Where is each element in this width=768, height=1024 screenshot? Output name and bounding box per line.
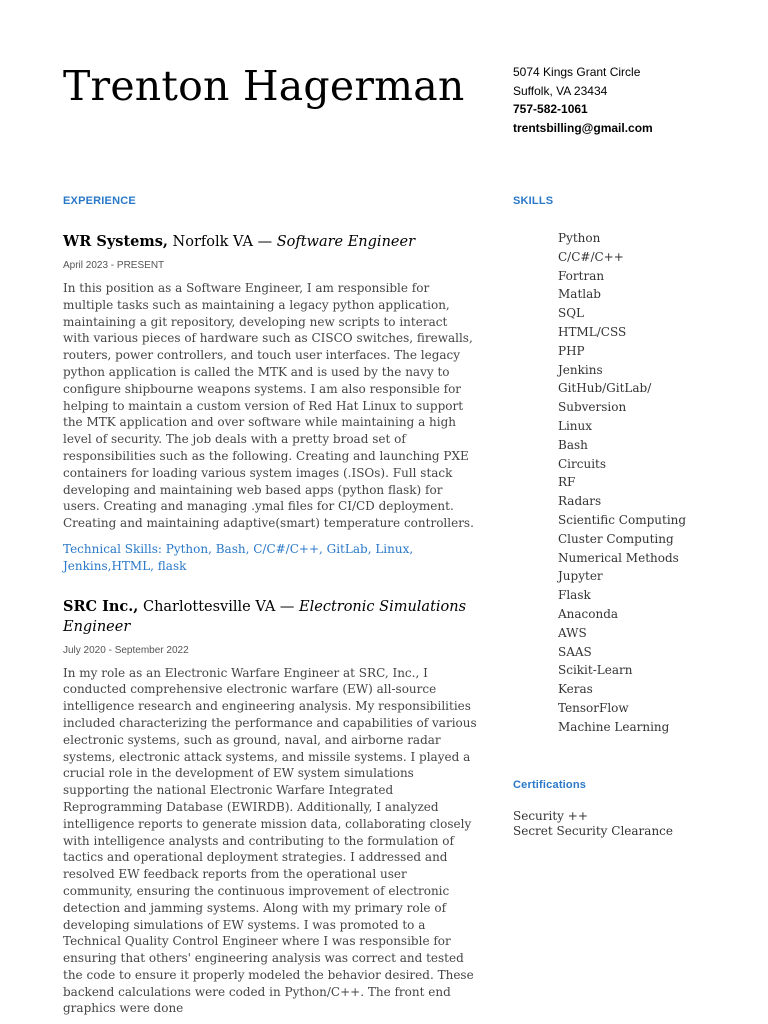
skill-item: Bash [558,437,588,452]
skill-item: Fortran [558,268,605,283]
experience-section [63,195,477,1017]
skill-item: RF [558,475,576,490]
experience-heading: EXPERIENCE [63,195,136,207]
address-line-2: Suffolk, VA 23434 [513,83,608,98]
job-entry [63,232,477,575]
job-dates: July 2020 - September 2022 [63,644,189,656]
skill-item: Cluster Computing [558,531,674,546]
skill-item: Linux [558,418,593,433]
job-location: Charlottesville VA — [142,598,295,615]
job-title [63,232,477,252]
job-role: Software Engineer [276,234,415,250]
contact-block [513,63,653,137]
skill-item: Circuits [558,456,607,471]
resume-name: Trenton Hagerman [63,62,465,110]
skill-item: Keras [558,682,593,697]
skill-item: Radars [558,494,602,509]
skill-item: SAAS [558,644,592,659]
skill-item: Scientific Computing [558,512,687,527]
skill-item: Machine Learning [558,719,670,734]
skill-item: GitHub/GitLab/ Subversion [558,381,652,415]
skill-item: Python [558,231,601,245]
skill-item: C/C#/C++ [558,249,624,264]
job-technical-skills: Technical Skills: Python, Bash, C/C#/C++, GitLab, Linux, Jenkins,HTML, flask [63,541,414,573]
job-title [63,597,477,637]
skill-item: Jenkins [558,362,603,377]
job-description: In my role as an Electronic Warfare Engineer at SRC, Inc., I conducted comprehensive electronic warfare (EW) all-source intelligence research and engineering analysis. My responsibilities included characterizing the performance and capabilities of various electronic systems, such as ground, naval, and airborne radar systems, electronic attack systems, and missile systems. I played a crucial role in the development of EW system simulations supporting the national Electronic Warfare Integrated Reprogramming Database (EWIRDB). Additionally, I analyzed intelligence reports to generate mission data, collaborating closely with intelligence analysts and contributing to the formulation of tactics and operational deployment strategies. I addressed and resolved EW feedback reports from the operational user community, ensuring the continuous improvement of electronic detection and jamming systems. Along with my primary role of developing simulations of EW systems. I was promoted to a Technical Quality Control Engineer where I was responsible for ensuring that others' engineering analysis was correct and tested the code to ensure it properly modeled the behavior desired. These backend calculations were coded in Python/C++. The front end graphics were done [63,665,477,1016]
job-role: Electronic Simulations Engineer [63,598,467,635]
certification-item: Secret Security Clearance [513,823,673,838]
job-company: SRC Inc., [63,597,139,615]
skill-item: Anaconda [558,606,619,621]
skill-item: Flask [558,588,591,603]
skill-item: Jupyter [558,569,603,584]
job-location: Norfolk VA — [172,234,273,250]
job-description: In this position as a Software Engineer, I am responsible for multiple tasks such as maintaining a legacy python application, maintaining a git repository, developing new scripts to interact with various pieces of hardware such as CISCO switches, firewalls, routers, power controllers, and touch user interfaces. The legacy python application is called the MTK and is used by the navy to configure shipbourne weapons systems. I am also responsible for helping to maintain a custom version of Red Hat Linux to support the MTK application and over software while maintaining a high level of security. The job deals with a pretty broad set of responsibilities such as the following. Creating and launching PXE containers for loading various system images (.ISOs). Full stack developing and maintaining web based apps (python flask) for users. Creating and managing .ymal files for CI/CD deployment. Creating and maintaining adaptive(smart) temperature controllers. [63,281,474,531]
skill-item: PHP [558,343,585,358]
job-dates: April 2023 - PRESENT [63,260,165,271]
skill-item: TensorFlow [558,700,629,715]
skill-item: SQL [558,306,585,321]
sidebar-section [513,195,713,839]
job-entry [63,597,477,1018]
skills-heading: SKILLS [513,195,554,207]
skills-list [513,229,713,737]
skill-item: Scikit-Learn [558,663,633,678]
skill-item: Numerical Methods [558,550,679,565]
skill-item: AWS [558,625,587,640]
certification-item: Security ++ [513,808,588,823]
certifications-heading: Certifications [513,778,587,791]
certifications-list [513,809,713,839]
address-line-1: 5074 Kings Grant Circle [513,65,641,79]
phone-number: 757-582-1061 [513,102,588,116]
skill-item: HTML/CSS [558,324,627,339]
skill-item: Matlab [558,287,601,302]
email-address: trentsbilling@gmail.com [513,120,653,135]
job-company: WR Systems, [63,233,168,250]
